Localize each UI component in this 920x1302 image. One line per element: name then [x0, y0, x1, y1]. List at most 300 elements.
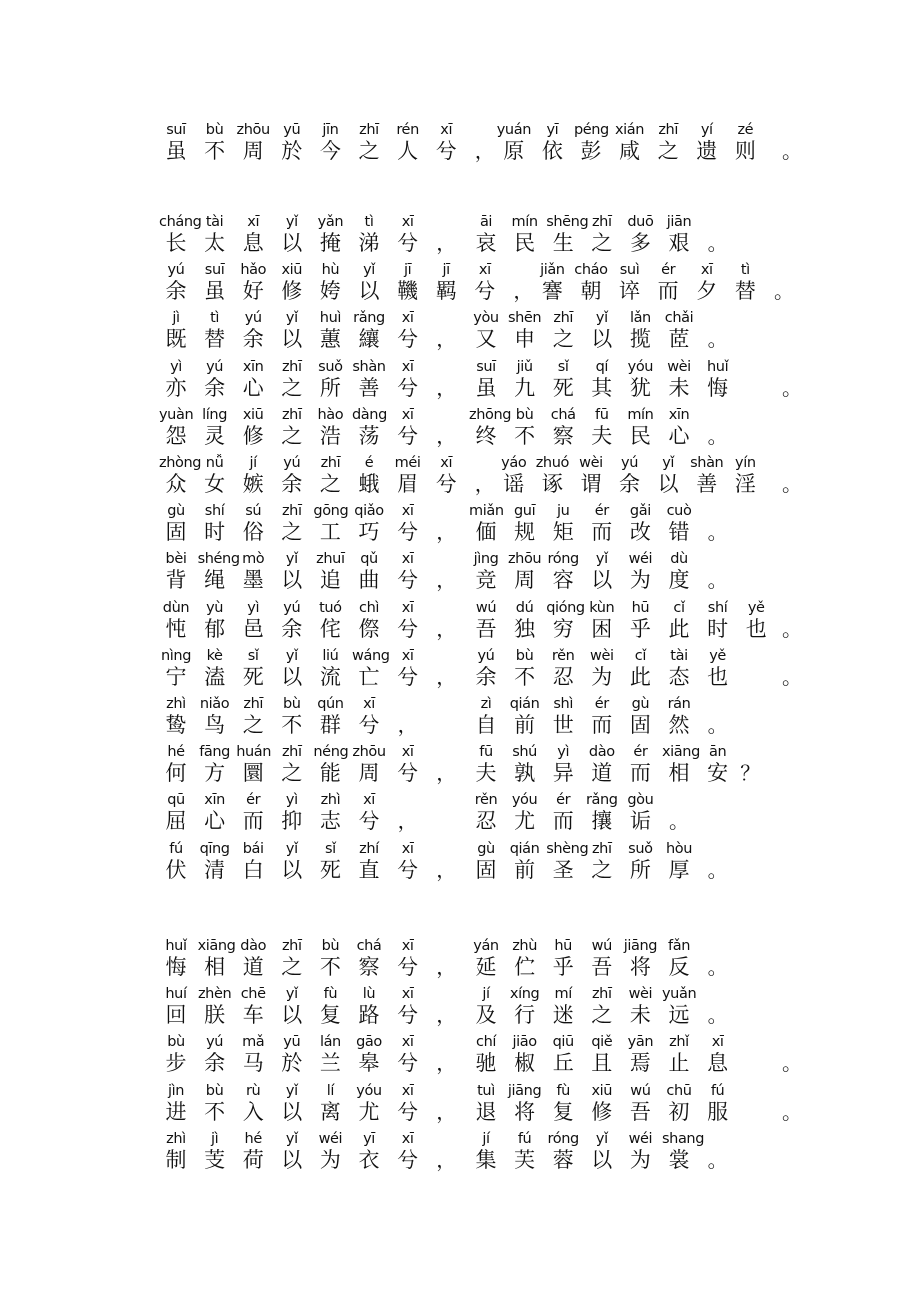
glyph-pair: [352, 309, 386, 353]
hanzi: 之: [591, 1003, 613, 1028]
glyph-pair: [546, 550, 580, 594]
hanzi: 之: [591, 857, 613, 882]
hanzi: 多: [629, 231, 651, 255]
hanzi: 兮: [397, 616, 419, 641]
glyph-pair: [352, 647, 390, 691]
glyph-pair: [391, 1130, 425, 1174]
pinyin: zhī: [281, 358, 302, 375]
pinyin: yì: [170, 358, 182, 375]
pinyin: zhī: [591, 986, 612, 1003]
glyph-pair: [391, 1082, 425, 1126]
pinyin: wú: [591, 938, 612, 954]
punct-spacer: [775, 358, 809, 376]
hanzi: 蓉: [552, 1147, 574, 1172]
pinyin: chǎi: [664, 310, 694, 327]
verse-line: [0, 1130, 920, 1174]
hanzi: 圜: [242, 761, 264, 786]
glyph-pair: [613, 121, 647, 165]
hanzi: 为: [591, 664, 613, 689]
hanzi: 亦: [165, 375, 187, 400]
hanzi: 死: [319, 857, 341, 882]
pinyin: fǎn: [668, 938, 690, 954]
punctuation: ，: [436, 761, 457, 786]
pinyin: jìn: [167, 1082, 185, 1099]
pinyin: zhí: [359, 840, 379, 857]
glyph-pair: [391, 599, 425, 643]
period-mark: [775, 1082, 809, 1126]
hanzi: 今: [319, 139, 341, 163]
glyph-pair: [623, 550, 657, 594]
comma-mark: [429, 406, 463, 450]
pinyin: hǎo: [240, 262, 267, 279]
hanzi: 且: [591, 1051, 613, 1076]
glyph-pair: [469, 1033, 503, 1077]
punct-spacer: [775, 647, 809, 665]
hanzi: 宁: [165, 664, 187, 689]
pinyin: xī: [401, 1082, 414, 1099]
verse-line: [0, 358, 920, 402]
hanzi: 诼: [541, 472, 563, 496]
hanzi: 前: [514, 857, 536, 882]
hanzi: 兮: [435, 472, 457, 496]
hanzi: 吾: [475, 616, 497, 641]
hanzi: 蛾: [358, 472, 380, 496]
hanzi: 固: [165, 520, 187, 545]
glyph-pair: [159, 743, 193, 787]
pinyin: yú: [167, 262, 185, 279]
pinyin: wú: [630, 1082, 651, 1099]
hanzi: 兮: [397, 231, 419, 255]
glyph-pair: [469, 743, 503, 787]
glyph-pair: [391, 309, 425, 353]
glyph-pair: [275, 1082, 309, 1126]
pinyin: xī: [401, 744, 414, 761]
glyph-pair: [585, 550, 619, 594]
comma-mark: [429, 840, 463, 884]
hanzi: 淫: [734, 472, 756, 496]
glyph-pair: [198, 121, 232, 165]
glyph-pair: [198, 743, 232, 787]
hanzi: 以: [281, 568, 303, 593]
hanzi: 而: [552, 809, 574, 834]
glyph-pair: [728, 261, 762, 305]
pinyin: jiǔ: [516, 358, 533, 375]
comma-mark: [429, 502, 463, 546]
pinyin: yǐ: [285, 1130, 298, 1147]
pinyin: yǐ: [662, 455, 675, 471]
glyph-pair: [662, 599, 696, 643]
punctuation: ，: [513, 279, 534, 304]
pinyin: huí: [165, 986, 187, 1003]
hanzi: 相: [668, 761, 690, 786]
glyph-pair: [508, 1033, 542, 1077]
pinyin: bù: [515, 406, 534, 423]
pinyin: xī: [401, 503, 414, 520]
pinyin: xiāng: [197, 938, 236, 954]
hanzi: 太: [204, 231, 226, 255]
punctuation: 。: [707, 327, 728, 352]
glyph-pair: [313, 213, 347, 257]
hanzi: 芰: [204, 1147, 226, 1172]
pinyin: yǐ: [285, 214, 298, 230]
hanzi: 异: [552, 761, 574, 786]
glyph-pair: [391, 840, 425, 884]
pinyin: jīn: [322, 122, 339, 138]
hanzi: 兮: [474, 279, 496, 304]
pinyin: xī: [700, 262, 713, 279]
pinyin: yóu: [511, 792, 538, 809]
pinyin: ān: [708, 744, 727, 761]
hanzi: 圣: [552, 857, 574, 882]
pinyin: zì: [480, 696, 492, 712]
glyph-pair: [275, 791, 309, 835]
glyph-pair: [159, 261, 193, 305]
pinyin: gōng: [313, 503, 349, 520]
punct-spacer: [429, 840, 463, 858]
pinyin: yú: [206, 358, 224, 375]
hanzi: 揽: [629, 327, 651, 352]
pinyin: xī: [401, 310, 414, 327]
glyph-pair: [469, 358, 503, 402]
glyph-pair: [662, 502, 696, 546]
pinyin: fú: [517, 1130, 532, 1147]
comma-mark: [429, 1130, 463, 1174]
punct-spacer: [701, 840, 735, 858]
pinyin: gòu: [627, 792, 654, 809]
glyph-pair: [469, 985, 503, 1029]
hanzi: 侘: [319, 616, 341, 641]
glyph-pair: [623, 406, 657, 450]
glyph-pair: [197, 937, 236, 981]
hanzi: 攘: [591, 809, 613, 834]
glyph-pair: [236, 454, 270, 498]
hanzi: 吾: [629, 1099, 651, 1124]
hanzi: 虽: [475, 375, 497, 400]
punctuation: ，: [436, 616, 457, 641]
hanzi: 安: [707, 761, 729, 786]
pinyin: tuì: [477, 1082, 495, 1099]
hanzi: 兮: [397, 520, 419, 545]
glyph-pair: [739, 599, 773, 643]
hanzi: 也: [745, 616, 767, 641]
pinyin: fāng: [199, 744, 230, 761]
pinyin: bù: [167, 1034, 185, 1051]
hanzi: 兮: [397, 664, 419, 689]
pinyin: gǎi: [629, 503, 651, 520]
pinyin: yuán: [496, 122, 531, 138]
pinyin: kùn: [589, 599, 615, 616]
pinyin: liú: [322, 647, 339, 664]
hanzi: 女: [204, 472, 226, 496]
glyph-pair: [429, 261, 463, 305]
hanzi: 偭: [475, 520, 497, 545]
hanzi: 以: [591, 568, 613, 593]
period-mark: [775, 454, 809, 498]
glyph-pair: [613, 454, 647, 498]
comma-mark: [429, 647, 463, 691]
pinyin: fù: [556, 1082, 570, 1099]
glyph-pair: [391, 358, 425, 402]
pinyin: xī: [401, 647, 414, 664]
glyph-pair: [623, 840, 657, 884]
punctuation: 。: [707, 857, 728, 882]
hanzi: 兮: [358, 713, 380, 737]
glyph-pair: [585, 647, 619, 691]
hanzi: 不: [204, 1099, 226, 1124]
hanzi: 周: [242, 139, 264, 163]
glyph-pair: [469, 599, 503, 643]
pinyin: bù: [205, 1082, 224, 1099]
pinyin: rén: [396, 122, 419, 138]
glyph-pair: [585, 309, 619, 353]
hanzi: 九: [514, 375, 536, 400]
glyph-pair: [352, 840, 386, 884]
hanzi: 志: [319, 809, 341, 834]
verse-line: [0, 937, 920, 981]
hanzi: 也: [707, 664, 729, 689]
pinyin: xiū: [591, 1082, 613, 1099]
hanzi: 心: [668, 423, 690, 448]
glyph-pair: [508, 840, 542, 884]
glyph-pair: [391, 121, 425, 165]
period-mark: [775, 599, 809, 643]
pinyin: xī: [401, 1034, 414, 1051]
pinyin: qiū: [552, 1034, 574, 1051]
punct-spacer: [775, 1033, 809, 1051]
glyph-pair: [313, 454, 347, 498]
pinyin: suī: [166, 122, 186, 138]
hanzi: 民: [629, 423, 651, 448]
pinyin: mín: [627, 406, 654, 423]
hanzi: 丘: [552, 1051, 574, 1076]
glyph-pair: [469, 550, 503, 594]
glyph-pair: [198, 358, 232, 402]
glyph-pair: [546, 695, 580, 739]
glyph-pair: [535, 121, 569, 165]
pinyin: bái: [242, 840, 264, 857]
glyph-pair: [313, 1082, 347, 1126]
hanzi: 流: [319, 664, 341, 689]
pinyin: yí: [700, 122, 713, 138]
pinyin: jí: [482, 986, 490, 1003]
hanzi: 椒: [514, 1051, 536, 1076]
hanzi: 独: [514, 616, 536, 641]
pinyin: wèi: [589, 647, 614, 664]
glyph-pair: [352, 937, 386, 981]
glyph-pair: [508, 309, 542, 353]
glyph-pair: [662, 985, 696, 1029]
glyph-pair: [236, 647, 270, 691]
pinyin: zhī: [281, 503, 302, 520]
hanzi: 余: [619, 472, 641, 496]
pinyin: duō: [627, 214, 654, 230]
hanzi: 为: [319, 1147, 341, 1172]
pinyin: é: [364, 455, 374, 471]
glyph-pair: [508, 550, 542, 594]
hanzi: 穷: [552, 616, 574, 641]
comma-mark: [429, 358, 463, 402]
pinyin: yín: [735, 455, 756, 471]
pinyin: zhòng: [159, 455, 202, 471]
pinyin: xíng: [509, 986, 540, 1003]
glyph-pair: [469, 502, 503, 546]
pinyin: qǔ: [360, 551, 378, 568]
glyph-pair: [313, 309, 347, 353]
pinyin: zhī: [591, 840, 612, 857]
hanzi: 以: [281, 857, 303, 882]
hanzi: 浩: [319, 423, 341, 448]
comma-mark: [391, 791, 425, 835]
pinyin: dù: [670, 551, 688, 568]
glyph-pair: [585, 213, 619, 257]
pinyin: sú: [245, 503, 262, 520]
glyph-pair: [546, 358, 580, 402]
hanzi: 茝: [668, 327, 690, 352]
pinyin: gù: [631, 696, 650, 712]
comma-mark: [429, 985, 463, 1029]
hanzi: 态: [668, 664, 690, 689]
pinyin: zé: [737, 122, 754, 138]
hanzi: 孰: [514, 761, 536, 786]
pinyin: wèi: [667, 358, 691, 375]
punct-spacer: [429, 550, 463, 568]
glyph-pair: [623, 985, 657, 1029]
glyph-pair: [585, 1082, 619, 1126]
pinyin: yú: [283, 599, 301, 616]
pinyin: ér: [594, 503, 609, 520]
glyph-pair: [236, 1033, 270, 1077]
glyph-pair: [236, 406, 270, 450]
hanzi: 追: [319, 568, 341, 593]
pinyin: ju: [556, 503, 570, 520]
pinyin: guī: [513, 503, 536, 520]
period-mark: [662, 791, 696, 835]
hanzi: 兮: [397, 955, 419, 979]
glyph-pair: [546, 502, 580, 546]
hanzi: 不: [204, 139, 226, 163]
hanzi: 鸷: [165, 713, 187, 737]
pinyin: xī: [401, 599, 414, 616]
pinyin: ér: [246, 792, 261, 809]
hanzi: 蕙: [319, 327, 341, 352]
pinyin: tài: [670, 647, 688, 664]
hanzi: 余: [281, 616, 303, 641]
comma-mark: [429, 743, 463, 787]
pinyin: xī: [401, 1130, 414, 1147]
hanzi: 乎: [629, 616, 651, 641]
pinyin: yú: [621, 455, 639, 471]
glyph-pair: [198, 406, 232, 450]
hanzi: 忍: [552, 664, 574, 689]
punct-spacer: [429, 358, 463, 376]
verse-line: [0, 791, 920, 835]
glyph-pair: [352, 695, 386, 739]
glyph-pair: [198, 502, 232, 546]
pinyin: chē: [240, 986, 266, 1003]
hanzi: 清: [204, 857, 226, 882]
hanzi: 邑: [242, 616, 264, 641]
glyph-pair: [546, 213, 589, 257]
punct-spacer: [429, 1033, 463, 1051]
hanzi: 为: [629, 1147, 651, 1172]
pinyin: mí: [554, 986, 572, 1003]
pinyin: dàng: [352, 406, 387, 423]
pinyin: suǒ: [628, 840, 653, 857]
pinyin: xī: [401, 406, 414, 423]
glyph-pair: [313, 406, 347, 450]
glyph-pair: [468, 261, 502, 305]
pinyin: xiū: [281, 262, 303, 279]
hanzi: 尤: [358, 1099, 380, 1124]
pinyin: yǎn: [317, 214, 344, 230]
glyph-pair: [198, 840, 232, 884]
pinyin: nìng: [160, 647, 191, 664]
glyph-pair: [701, 599, 735, 643]
verse-line: [0, 840, 920, 884]
glyph-pair: [391, 261, 425, 305]
punctuation: ，: [474, 139, 495, 163]
pinyin: chū: [666, 1082, 692, 1099]
glyph-pair: [585, 406, 619, 450]
glyph-pair: [623, 502, 657, 546]
punctuation: 。: [707, 713, 728, 737]
hanzi: 荡: [358, 423, 380, 448]
hanzi: 复: [552, 1099, 574, 1124]
hanzi: 俗: [242, 520, 264, 545]
hanzi: 将: [514, 1099, 536, 1124]
pinyin: gù: [167, 503, 185, 520]
punct-spacer: [429, 406, 463, 424]
glyph-pair: [701, 1033, 735, 1077]
hanzi: 乎: [552, 955, 574, 979]
glyph-pair: [585, 743, 619, 787]
punctuation: 。: [782, 664, 802, 689]
punct-spacer: [429, 985, 463, 1003]
glyph-pair: [313, 502, 347, 546]
glyph-pair: [508, 985, 542, 1029]
pinyin: gù: [477, 840, 495, 857]
pinyin: hé: [167, 744, 185, 761]
hanzi: 皋: [358, 1051, 380, 1076]
glyph-pair: [613, 261, 647, 305]
hanzi: 灵: [204, 423, 226, 448]
glyph-pair: [585, 791, 619, 835]
hanzi: 之: [281, 761, 303, 786]
glyph-pair: [236, 840, 270, 884]
glyph-pair: [391, 406, 425, 450]
hanzi: 而: [629, 761, 651, 786]
punctuation: ，: [436, 955, 457, 979]
period-mark: [775, 358, 809, 402]
pinyin: bù: [321, 938, 340, 954]
glyph-pair: [391, 985, 425, 1029]
glyph-pair: [546, 1082, 580, 1126]
glyph-pair: [508, 502, 542, 546]
verse-line: [0, 213, 920, 257]
hanzi: 羁: [435, 279, 457, 304]
glyph-pair: [429, 454, 463, 498]
pinyin: zhōu: [236, 122, 270, 138]
glyph-pair: [352, 406, 386, 450]
comma-mark: [429, 1033, 463, 1077]
glyph-pair: [662, 406, 696, 450]
hanzi: 为: [629, 568, 651, 593]
pinyin: cuò: [666, 503, 692, 520]
pinyin: zhī: [553, 310, 573, 327]
hanzi: 吾: [591, 955, 613, 979]
hanzi: 察: [552, 423, 574, 448]
glyph-pair: [275, 406, 309, 450]
